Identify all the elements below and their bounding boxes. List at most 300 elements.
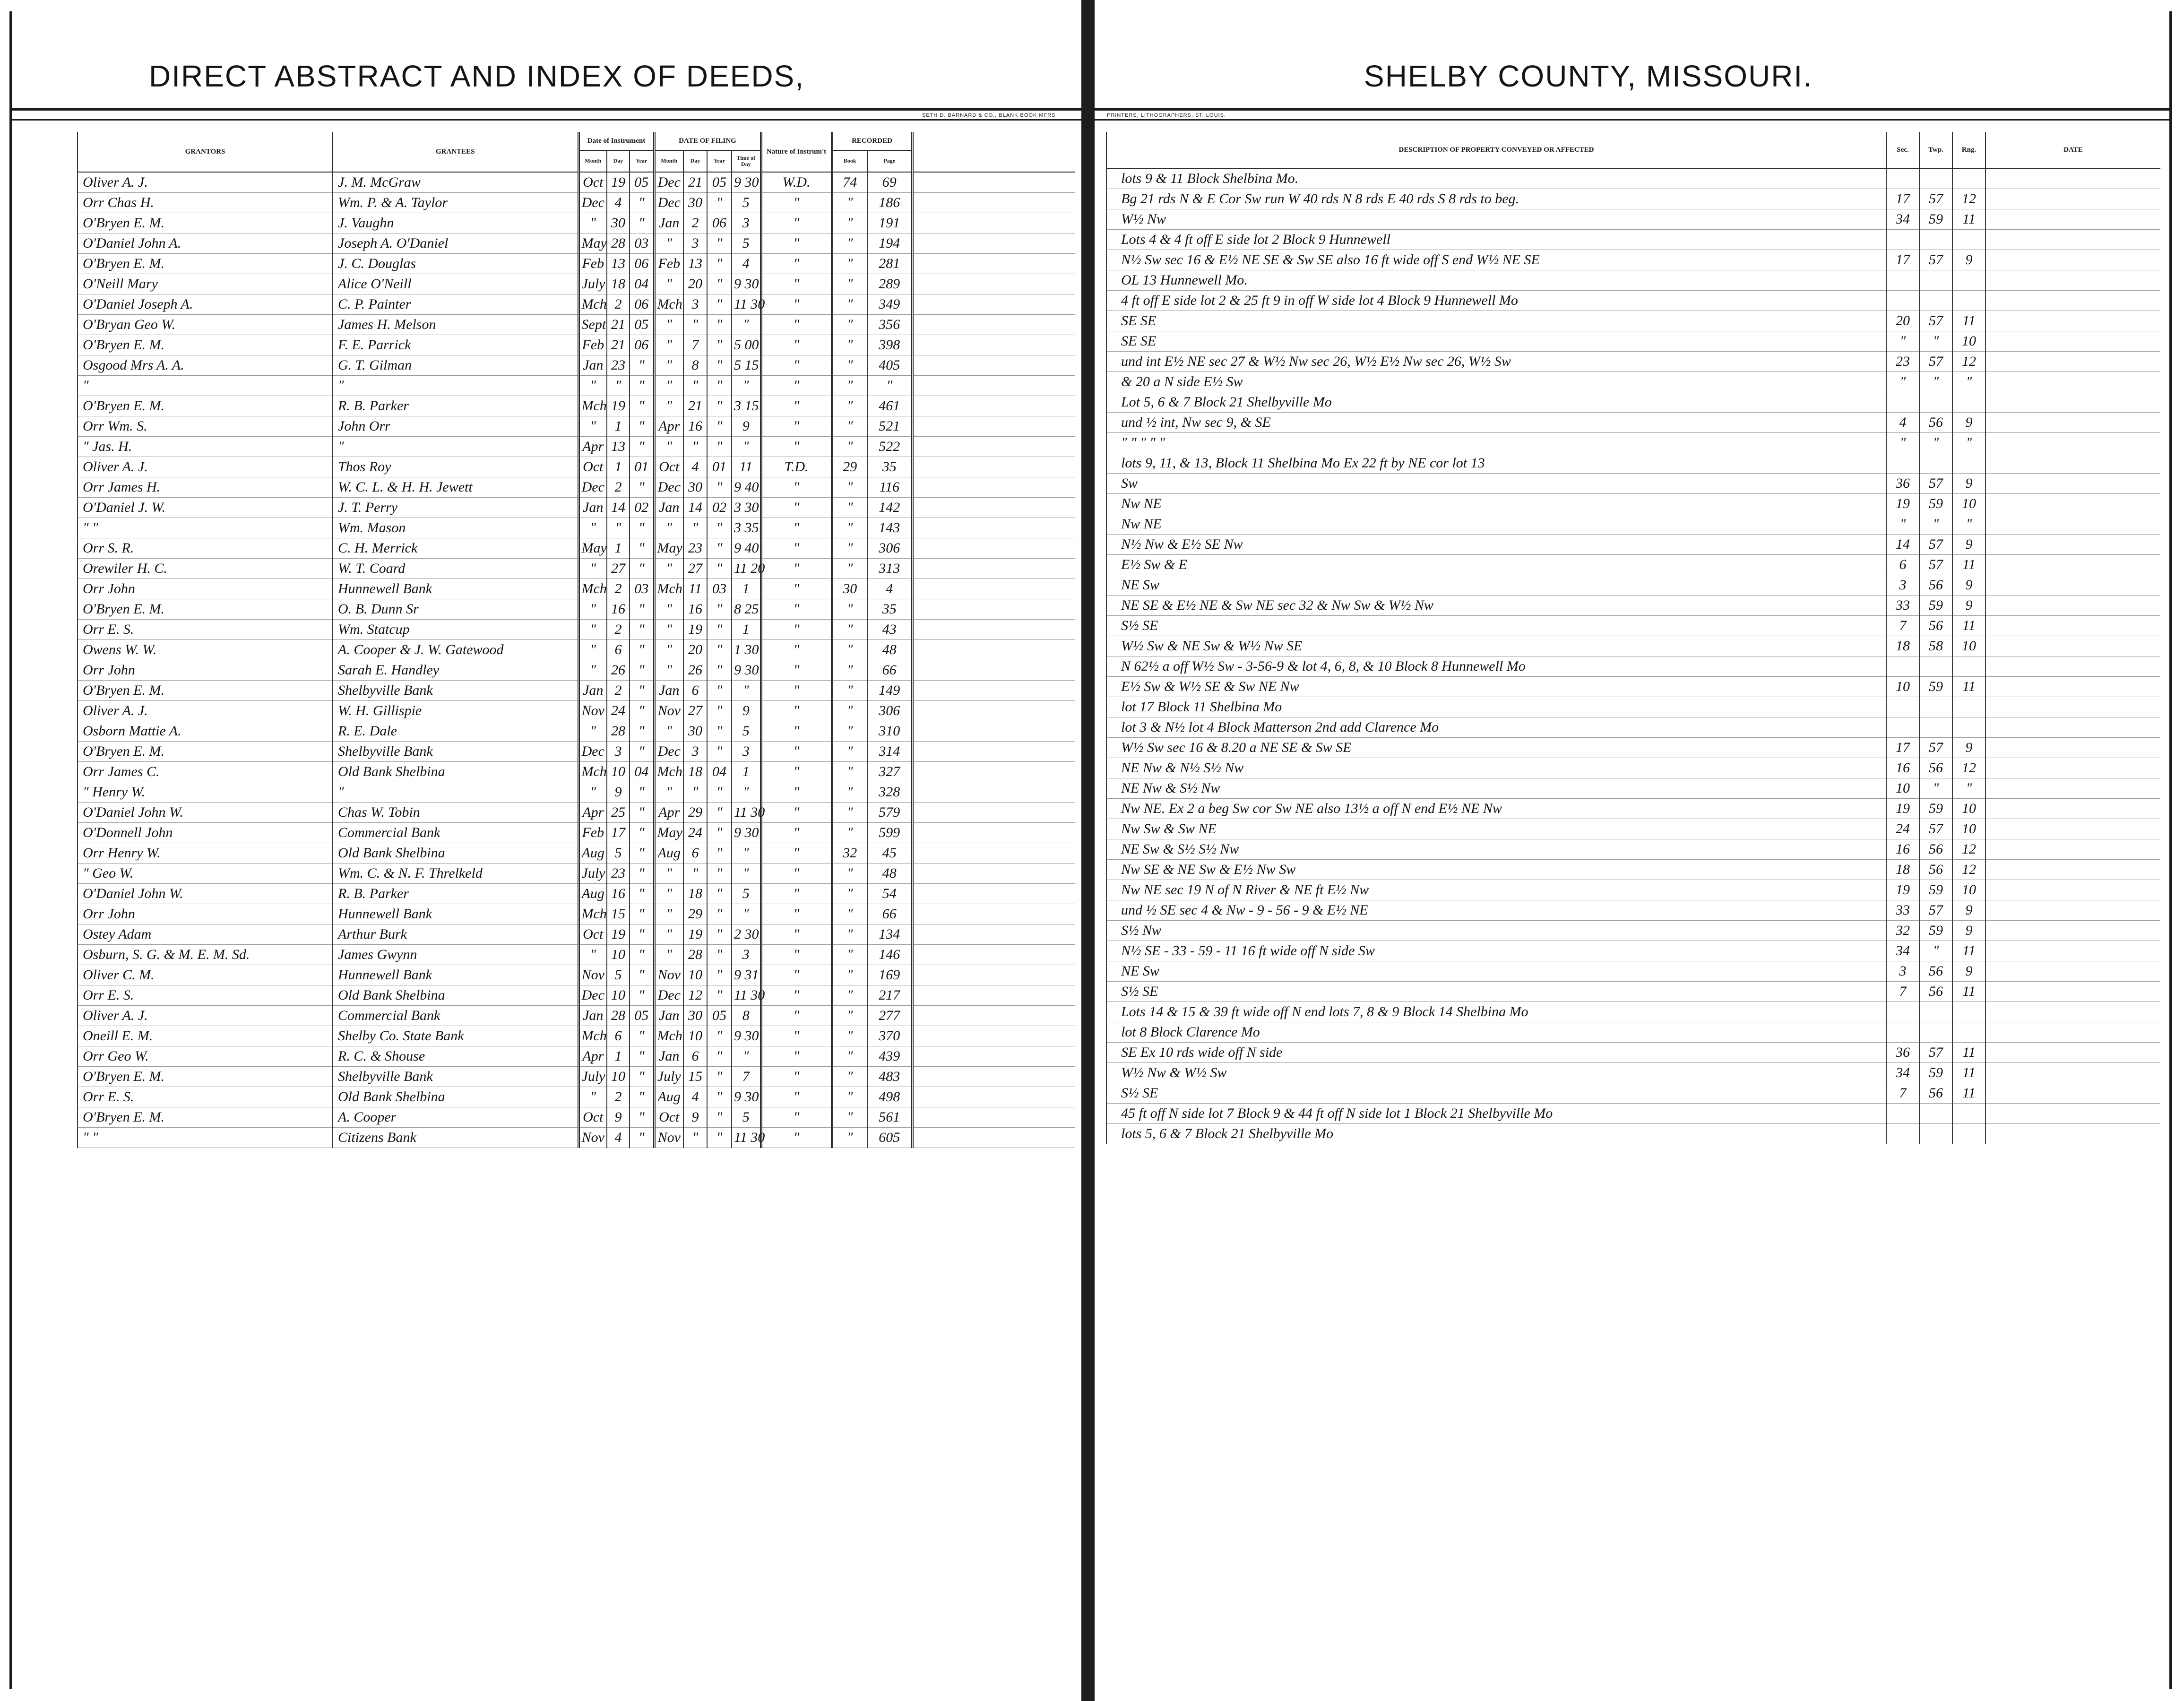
date-cell [1985, 900, 2160, 921]
rng-cell [1952, 230, 1985, 250]
filing-year-cell: " [707, 376, 732, 396]
rng-cell [1952, 1124, 1985, 1144]
blank-margin-cell [912, 1006, 1075, 1026]
page-cell: 398 [867, 335, 912, 355]
description-cell: W½ Nw [1106, 209, 1886, 230]
blank-margin-cell [912, 904, 1075, 924]
sec-cell: 7 [1886, 616, 1919, 636]
rng-cell [1952, 291, 1985, 311]
page-cell: 186 [867, 193, 912, 213]
instrument-year-cell: 05 [630, 172, 654, 193]
blank-margin-cell [912, 274, 1075, 294]
instrument-year-cell: 06 [630, 335, 654, 355]
instrument-day-cell: 16 [607, 884, 630, 904]
instrument-year-cell: " [630, 985, 654, 1006]
date-cell [1985, 230, 2160, 250]
grantor-cell: Owens W. W. [78, 640, 333, 660]
grantor-cell: Orr John [78, 660, 333, 681]
instrument-day-cell: 5 [607, 843, 630, 863]
description-cell: Lots 14 & 15 & 39 ft wide off N end lots 7, 8 & 9 Block 14 Shelbina Mo [1106, 1002, 1886, 1022]
blank-margin-cell [912, 396, 1075, 416]
date-cell [1985, 209, 2160, 230]
filing-month-cell: " [654, 315, 683, 335]
twp-cell [1919, 453, 1952, 474]
instrument-month-cell: Mch [578, 294, 607, 315]
description-header: DESCRIPTION OF PROPERTY CONVEYED OR AFFECTED [1106, 132, 1886, 168]
grantee-cell: W. H. Gillispie [333, 701, 578, 721]
rng-cell [1952, 1104, 1985, 1124]
entry-row [1106, 311, 2160, 331]
instrument-year-cell: 05 [630, 1006, 654, 1026]
grantee-cell: Shelbyville Bank [333, 1067, 578, 1087]
filing-year-cell: " [707, 843, 732, 863]
instrument-month-cell: " [578, 782, 607, 803]
page-cell: 328 [867, 782, 912, 803]
grantee-cell: Shelbyville Bank [333, 742, 578, 762]
instrument-day-cell: 10 [607, 985, 630, 1006]
filing-month-cell: Dec [654, 985, 683, 1006]
grantee-cell: Arthur Burk [333, 924, 578, 945]
grantee-cell: A. Cooper & J. W. Gatewood [333, 640, 578, 660]
filing-month-cell: Aug [654, 1087, 683, 1107]
book-cell: " [832, 559, 867, 579]
filing-day-cell: 20 [683, 274, 707, 294]
nature-cell: " [761, 1067, 832, 1087]
rng-cell: 11 [1952, 555, 1985, 575]
blank-margin-cell [912, 518, 1075, 538]
nature-cell: " [761, 274, 832, 294]
instrument-month-cell: Oct [578, 457, 607, 477]
twp-cell: 56 [1919, 413, 1952, 433]
date-cell [1985, 1124, 2160, 1144]
rng-cell: 10 [1952, 636, 1985, 656]
filing-month-cell: Oct [654, 1107, 683, 1128]
book-cell: " [832, 213, 867, 233]
page-cell: 54 [867, 884, 912, 904]
instrument-month-cell: Oct [578, 1107, 607, 1128]
book-cell: " [832, 660, 867, 681]
entry-row [78, 863, 1075, 884]
instrument-year-cell: " [630, 823, 654, 843]
filing-day-cell: 27 [683, 701, 707, 721]
nature-cell: " [761, 904, 832, 924]
instrument-month-header: Month [578, 150, 607, 172]
description-cell: Lots 4 & 4 ft off E side lot 2 Block 9 Hunnewell [1106, 230, 1886, 250]
instrument-day-cell: 14 [607, 498, 630, 518]
entry-row [78, 416, 1075, 437]
grantee-cell: John Orr [333, 416, 578, 437]
entry-row [78, 315, 1075, 335]
rng-cell: 12 [1952, 860, 1985, 880]
rng-cell: " [1952, 433, 1985, 453]
filing-time-cell: 3 [732, 945, 761, 965]
grantee-cell: James H. Melson [333, 315, 578, 335]
twp-cell [1919, 717, 1952, 738]
instrument-month-cell: Apr [578, 1046, 607, 1067]
description-cell: S½ SE [1106, 982, 1886, 1002]
filing-month-cell: July [654, 1067, 683, 1087]
instrument-year-cell: " [630, 965, 654, 985]
instrument-day-cell: 5 [607, 965, 630, 985]
grantee-cell: Old Bank Shelbina [333, 985, 578, 1006]
nature-cell: " [761, 620, 832, 640]
sec-cell: 33 [1886, 900, 1919, 921]
date-cell [1985, 372, 2160, 392]
grantee-cell: C. H. Merrick [333, 538, 578, 559]
date-cell [1985, 961, 2160, 982]
instrument-year-cell: " [630, 396, 654, 416]
blank-margin-cell [912, 172, 1075, 193]
entry-row [78, 355, 1075, 376]
entry-row [78, 1087, 1075, 1107]
page-cell: 191 [867, 213, 912, 233]
filing-time-cell: " [732, 904, 761, 924]
description-cell: lots 9 & 11 Block Shelbina Mo. [1106, 168, 1886, 189]
grantee-cell: Old Bank Shelbina [333, 762, 578, 782]
nature-cell: " [761, 640, 832, 660]
instrument-day-cell: 2 [607, 579, 630, 599]
entry-row [78, 599, 1075, 620]
blank-margin-cell [912, 1128, 1075, 1148]
twp-cell: 59 [1919, 494, 1952, 514]
instrument-year-cell: " [630, 863, 654, 884]
filing-day-cell: 19 [683, 924, 707, 945]
entry-row [78, 579, 1075, 599]
filing-day-cell: 10 [683, 1026, 707, 1046]
twp-cell: " [1919, 941, 1952, 961]
description-cell: Nw NE sec 19 N of N River & NE ft E½ Nw [1106, 880, 1886, 900]
grantor-cell: O'Bryen E. M. [78, 254, 333, 274]
rng-cell: 9 [1952, 900, 1985, 921]
filing-day-cell: 3 [683, 294, 707, 315]
nature-cell: " [761, 701, 832, 721]
grantor-cell: O'Bryen E. M. [78, 681, 333, 701]
entry-row [1106, 535, 2160, 555]
grantee-cell: Chas W. Tobin [333, 803, 578, 823]
book-cell: 30 [832, 579, 867, 599]
book-cell: " [832, 254, 867, 274]
instrument-year-cell: " [630, 1046, 654, 1067]
filing-month-cell: Dec [654, 742, 683, 762]
blank-margin-cell [912, 721, 1075, 742]
filing-year-cell: " [707, 233, 732, 254]
twp-cell: 56 [1919, 839, 1952, 860]
instrument-month-cell: " [578, 620, 607, 640]
sec-cell: " [1886, 372, 1919, 392]
page-cell: 313 [867, 559, 912, 579]
instrument-day-cell: 3 [607, 742, 630, 762]
grantors-header: GRANTORS [78, 132, 333, 172]
entry-row [78, 1046, 1075, 1067]
grantor-cell: Oliver A. J. [78, 701, 333, 721]
entry-row [1106, 474, 2160, 494]
grantees-header: GRANTEES [333, 132, 578, 172]
filing-month-cell: Mch [654, 579, 683, 599]
grantor-cell: O'Neill Mary [78, 274, 333, 294]
rng-cell: 10 [1952, 331, 1985, 352]
blank-margin-cell [912, 294, 1075, 315]
date-of-instrument-header: Date of Instrument [578, 132, 654, 150]
nature-cell: " [761, 803, 832, 823]
page-cell: 35 [867, 599, 912, 620]
twp-cell: 59 [1919, 799, 1952, 819]
instrument-day-cell: 28 [607, 721, 630, 742]
entry-row [1106, 494, 2160, 514]
filing-day-cell: 27 [683, 559, 707, 579]
filing-time-cell: 11 30 [732, 294, 761, 315]
book-cell: " [832, 416, 867, 437]
instrument-year-cell: " [630, 1067, 654, 1087]
filing-time-cell: 3 [732, 742, 761, 762]
description-cell: S½ SE [1106, 1083, 1886, 1104]
entry-row [1106, 575, 2160, 596]
entry-row [1106, 880, 2160, 900]
page-cell: 405 [867, 355, 912, 376]
instrument-year-cell: " [630, 782, 654, 803]
instrument-day-cell: 1 [607, 416, 630, 437]
sec-cell: 3 [1886, 961, 1919, 982]
instrument-day-cell: 19 [607, 396, 630, 416]
blank-margin-cell [912, 1107, 1075, 1128]
description-cell: N 62½ a off W½ Sw - 3-56-9 & lot 4, 6, 8, & 10 Block 8 Hunnewell Mo [1106, 656, 1886, 677]
instrument-year-cell: " [630, 701, 654, 721]
filing-year-cell: " [707, 599, 732, 620]
book-cell: " [832, 640, 867, 660]
description-cell: Nw NE. Ex 2 a beg Sw cor Sw NE also 13½ a off N end E½ NE Nw [1106, 799, 1886, 819]
entry-row [1106, 839, 2160, 860]
filing-day-cell: 18 [683, 884, 707, 904]
nature-header: Nature of Instrum't [761, 132, 832, 172]
grantee-cell: " [333, 782, 578, 803]
instrument-year-cell: " [630, 355, 654, 376]
twp-cell: 56 [1919, 616, 1952, 636]
filing-month-cell: Nov [654, 1128, 683, 1148]
filing-time-cell: " [732, 681, 761, 701]
grantor-cell: O'Bryen E. M. [78, 599, 333, 620]
grantor-cell: Orewiler H. C. [78, 559, 333, 579]
filing-month-cell: " [654, 721, 683, 742]
blank-margin-cell [912, 335, 1075, 355]
blank-margin-cell [912, 965, 1075, 985]
filing-time-cell: 9 40 [732, 538, 761, 559]
filing-month-cell: Nov [654, 965, 683, 985]
filing-day-cell: " [683, 863, 707, 884]
blank-margin-cell [912, 457, 1075, 477]
entry-row [1106, 697, 2160, 717]
sec-cell [1886, 1104, 1919, 1124]
filing-day-cell: 6 [683, 681, 707, 701]
date-cell [1985, 819, 2160, 839]
filing-year-cell: " [707, 294, 732, 315]
book-cell: 74 [832, 172, 867, 193]
nature-cell: " [761, 1046, 832, 1067]
entry-row [78, 498, 1075, 518]
grantee-cell: R. B. Parker [333, 884, 578, 904]
sec-cell: 16 [1886, 839, 1919, 860]
description-cell: und ½ SE sec 4 & Nw - 9 - 56 - 9 & E½ NE [1106, 900, 1886, 921]
grantor-cell: O'Bryan Geo W. [78, 315, 333, 335]
entry-row [78, 1107, 1075, 1128]
instrument-year-cell: " [630, 559, 654, 579]
printer-imprint: PRINTERS, LITHOGRAPHERS, ST. LOUIS. [1104, 112, 1229, 118]
nature-cell: " [761, 213, 832, 233]
entry-row [78, 640, 1075, 660]
grantor-cell: O'Donnell John [78, 823, 333, 843]
blank-margin-cell [912, 1087, 1075, 1107]
grantor-cell: O'Bryen E. M. [78, 213, 333, 233]
book-cell: " [832, 1128, 867, 1148]
instrument-day-cell: 24 [607, 701, 630, 721]
entry-row [78, 1026, 1075, 1046]
sec-cell: 6 [1886, 555, 1919, 575]
grantor-cell: Ostey Adam [78, 924, 333, 945]
blank-margin-cell [912, 579, 1075, 599]
instrument-day-cell: 26 [607, 660, 630, 681]
entry-row [1106, 189, 2160, 209]
instrument-year-cell: 06 [630, 254, 654, 274]
entry-row [78, 335, 1075, 355]
instrument-month-cell: May [578, 233, 607, 254]
filing-month-cell: Feb [654, 254, 683, 274]
entry-row [78, 945, 1075, 965]
instrument-year-cell: " [630, 742, 654, 762]
nature-cell: " [761, 254, 832, 274]
filing-time-cell: " [732, 843, 761, 863]
sec-cell: 36 [1886, 1043, 1919, 1063]
filing-month-cell: " [654, 884, 683, 904]
nature-cell: " [761, 579, 832, 599]
entry-row [78, 762, 1075, 782]
twp-cell: 59 [1919, 596, 1952, 616]
date-cell [1985, 1083, 2160, 1104]
grantor-cell: " Henry W. [78, 782, 333, 803]
filing-time-cell: 11 [732, 457, 761, 477]
rng-cell: 11 [1952, 616, 1985, 636]
description-cell: E½ Sw & W½ SE & Sw NE Nw [1106, 677, 1886, 697]
instrument-year-cell: " [630, 640, 654, 660]
nature-cell: " [761, 985, 832, 1006]
sec-cell: 10 [1886, 677, 1919, 697]
instrument-month-cell: July [578, 863, 607, 884]
grantor-cell: Oliver A. J. [78, 457, 333, 477]
sec-cell [1886, 168, 1919, 189]
filing-day-cell: 3 [683, 233, 707, 254]
page-cell: 349 [867, 294, 912, 315]
filing-year-cell: 05 [707, 172, 732, 193]
description-cell: und int E½ NE sec 27 & W½ Nw sec 26, W½ E½ Nw sec 26, W½ Sw [1106, 352, 1886, 372]
publisher-imprint: SETH D. BARNARD & CO., BLANK BOOK MFRS [919, 112, 1059, 118]
filing-month-cell: " [654, 620, 683, 640]
twp-header: Twp. [1919, 132, 1952, 168]
sec-cell: " [1886, 433, 1919, 453]
filing-month-cell: " [654, 904, 683, 924]
grantee-cell: W. T. Coard [333, 559, 578, 579]
blank-margin-cell [912, 884, 1075, 904]
instrument-day-cell: 13 [607, 254, 630, 274]
filing-year-cell: " [707, 823, 732, 843]
filing-year-cell: " [707, 721, 732, 742]
twp-cell [1919, 697, 1952, 717]
instrument-day-cell: 1 [607, 457, 630, 477]
instrument-day-cell: 2 [607, 1087, 630, 1107]
book-cell: " [832, 721, 867, 742]
sec-cell: 14 [1886, 535, 1919, 555]
description-cell: NE Nw & N½ S½ Nw [1106, 758, 1886, 778]
instrument-day-cell: 1 [607, 1046, 630, 1067]
description-cell: Nw SE & NE Sw & E½ Nw Sw [1106, 860, 1886, 880]
sec-cell: 34 [1886, 209, 1919, 230]
entry-row [78, 254, 1075, 274]
entry-row [1106, 616, 2160, 636]
description-cell: N½ SE - 33 - 59 - 11 16 ft wide off N side Sw [1106, 941, 1886, 961]
instrument-month-cell: Jan [578, 681, 607, 701]
right-page-title: SHELBY COUNTY, MISSOURI. [1364, 59, 1813, 93]
description-cell: SE SE [1106, 331, 1886, 352]
filing-time-cell: 8 25 [732, 599, 761, 620]
book-cell: " [832, 274, 867, 294]
twp-cell: 57 [1919, 738, 1952, 758]
rng-cell: 12 [1952, 839, 1985, 860]
nature-cell: " [761, 416, 832, 437]
twp-cell [1919, 168, 1952, 189]
instrument-year-cell: 04 [630, 762, 654, 782]
sec-cell [1886, 1022, 1919, 1043]
entry-row [78, 965, 1075, 985]
filing-year-cell: " [707, 965, 732, 985]
page-cell: 35 [867, 457, 912, 477]
sec-cell: " [1886, 331, 1919, 352]
right-page [1095, 11, 2172, 1689]
filing-time-cell: 1 [732, 579, 761, 599]
sec-cell: 19 [1886, 880, 1919, 900]
sec-cell: 4 [1886, 413, 1919, 433]
rng-cell: " [1952, 778, 1985, 799]
date-cell [1985, 494, 2160, 514]
sec-cell: 24 [1886, 819, 1919, 839]
grantee-cell: J. M. McGraw [333, 172, 578, 193]
grantor-cell: Oneill E. M. [78, 1026, 333, 1046]
instrument-day-cell: 10 [607, 762, 630, 782]
date-cell [1985, 656, 2160, 677]
blank-margin-cell [912, 416, 1075, 437]
entry-row [78, 620, 1075, 640]
nature-cell: " [761, 884, 832, 904]
grantee-cell: Thos Roy [333, 457, 578, 477]
rng-cell: 10 [1952, 819, 1985, 839]
date-cell [1985, 738, 2160, 758]
rng-cell [1952, 270, 1985, 291]
description-cell: Bg 21 rds N & E Cor Sw run W 40 rds N 8 rds E 40 rds S 8 rds to beg. [1106, 189, 1886, 209]
blank-margin-cell [912, 254, 1075, 274]
entry-row [1106, 1124, 2160, 1144]
instrument-day-cell: 1 [607, 538, 630, 559]
grantor-cell: " " [78, 1128, 333, 1148]
instrument-day-cell: 9 [607, 1107, 630, 1128]
twp-cell: " [1919, 514, 1952, 535]
rng-cell: 11 [1952, 941, 1985, 961]
instrument-month-cell: Mch [578, 904, 607, 924]
rng-cell [1952, 717, 1985, 738]
twp-cell: 56 [1919, 961, 1952, 982]
filing-month-cell: " [654, 518, 683, 538]
grantor-cell: Oliver A. J. [78, 172, 333, 193]
filing-day-cell: 10 [683, 965, 707, 985]
instrument-day-cell: " [607, 518, 630, 538]
date-cell [1985, 1043, 2160, 1063]
instrument-month-cell: " [578, 1087, 607, 1107]
entry-row [1106, 961, 2160, 982]
left-page-title: DIRECT ABSTRACT AND INDEX OF DEEDS, [149, 59, 804, 93]
